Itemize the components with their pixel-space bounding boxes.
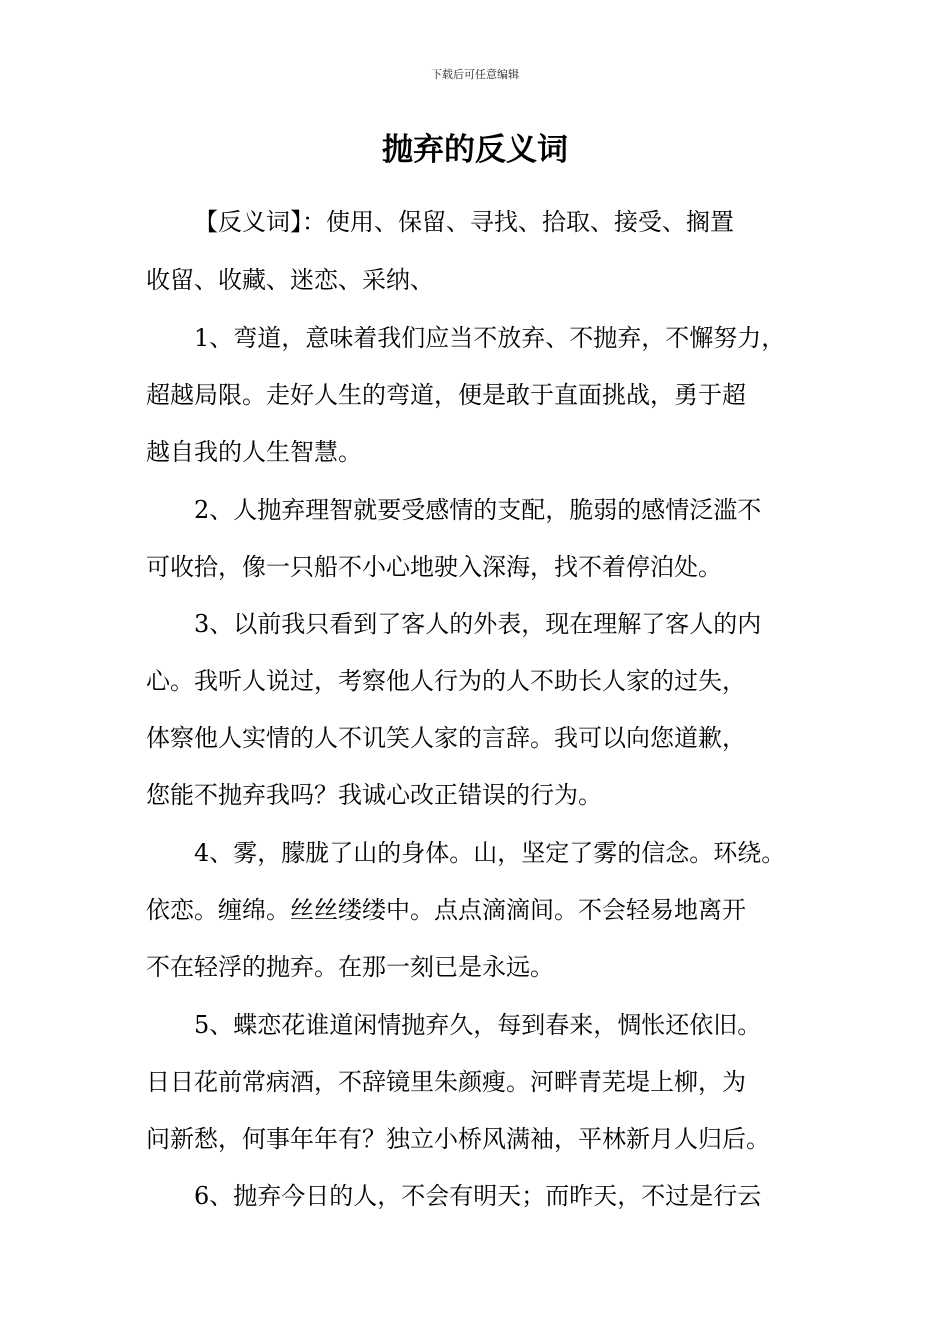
paragraph-1-line: 1、弯道，意味着我们应当不放弃、不抛弃，不懈努力，: [194, 324, 786, 352]
paragraph-5-line: 日日花前常病酒，不辞镜里朱颜瘦。河畔青芜堤上柳，为: [146, 1068, 746, 1096]
paragraph-4-line: 不在轻浮的抛弃。在那一刻已是永远。: [146, 953, 554, 981]
paragraph-4-line: 4、雾，朦胧了山的身体。山，坚定了雾的信念。环绕。: [194, 839, 786, 867]
paragraph-1-line: 超越局限。走好人生的弯道，便是敢于直面挑战，勇于超: [146, 381, 746, 409]
document-title: 抛弃的反义词: [382, 132, 568, 168]
paragraph-2-line: 可收拾，像一只船不小心地驶入深海，找不着停泊处。: [146, 553, 722, 581]
paragraph-1-line: 越自我的人生智慧。: [146, 438, 362, 466]
paragraph-5-line: 问新愁，何事年年有？独立小桥风满袖，平林新月人归后。: [146, 1125, 770, 1153]
paragraph-3-line: 体察他人实情的人不讥笑人家的言辞。我可以向您道歉，: [146, 724, 746, 752]
paragraph-5-line: 5、蝶恋花谁道闲情抛弃久，每到春来，惆怅还依旧。: [194, 1011, 762, 1039]
page-header-note: 下载后可任意编辑: [431, 68, 519, 81]
paragraph-3-line: 心。我听人说过，考察他人行为的人不助长人家的过失，: [146, 667, 746, 695]
antonym-list-line: 收留、收藏、迷恋、采纳、: [146, 266, 434, 294]
paragraph-3-line: 您能不抛弃我吗？我诚心改正错误的行为。: [146, 781, 602, 809]
paragraph-4-line: 依恋。缠绵。丝丝缕缕中。点点滴滴间。不会轻易地离开: [146, 896, 746, 924]
paragraph-2-line: 2、人抛弃理智就要受感情的支配，脆弱的感情泛滥不: [194, 496, 762, 524]
paragraph-6-line: 6、抛弃今日的人，不会有明天；而昨天，不过是行云: [194, 1182, 762, 1210]
antonym-list-line: 【反义词】：使用、保留、寻找、拾取、接受、搁置: [194, 208, 734, 236]
paragraph-3-line: 3、以前我只看到了客人的外表，现在理解了客人的内: [194, 610, 762, 638]
